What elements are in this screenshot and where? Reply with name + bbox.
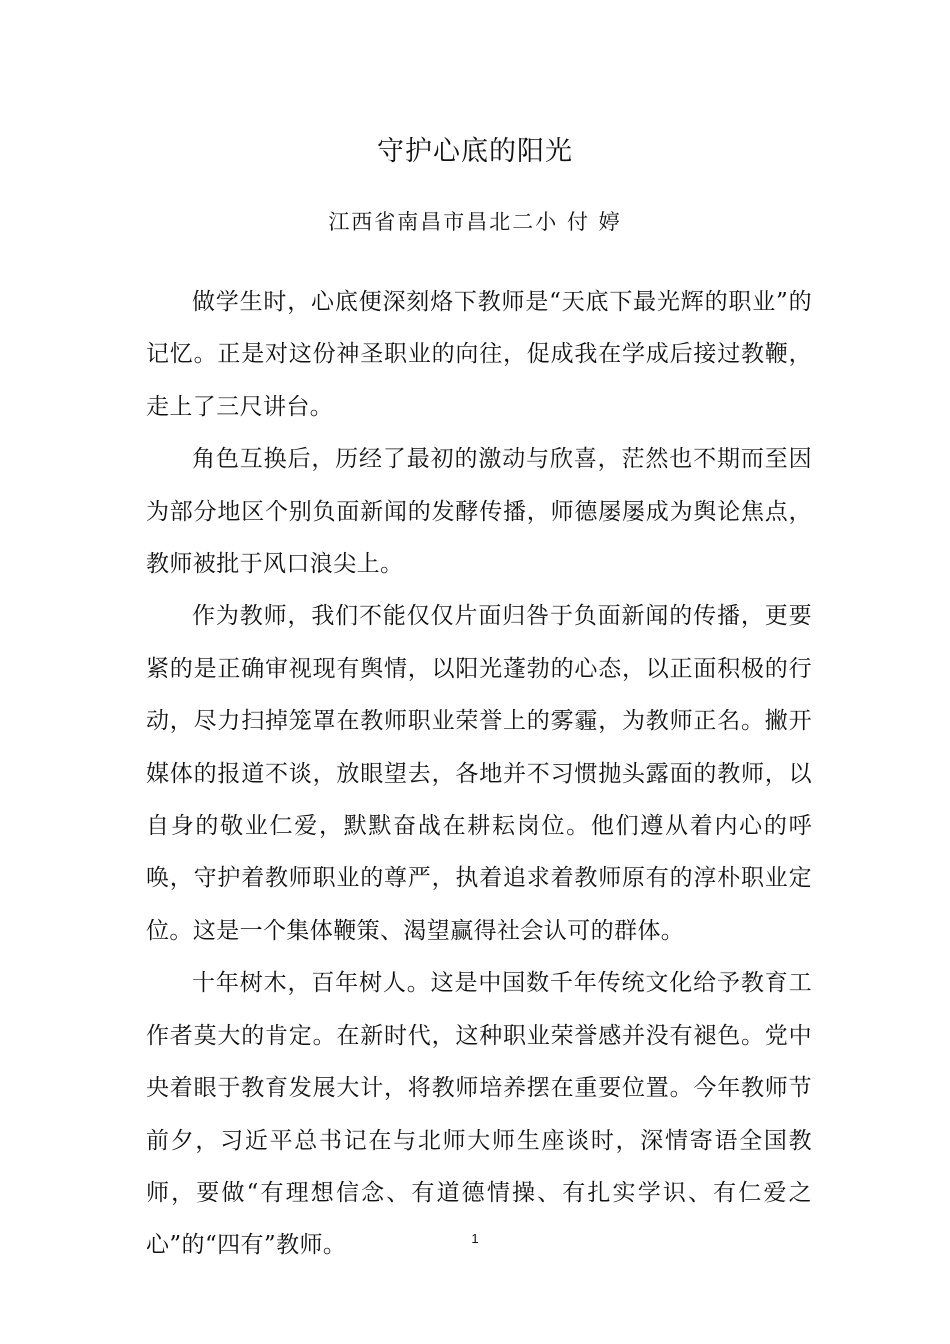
page-title: 守护心底的阳光 [377,136,573,167]
author-byline: 江西省南昌市昌北二小 付 婷 [328,210,622,234]
page-number: 1 [471,1231,479,1246]
paragraph-4: 十年树木，百年树人。这是中国数千年传统文化给予教育工作者莫大的肯定。在新时代，这种职业荣誉感并没有褪色。党中央着眼于教育发展大计，将教师培养摆在重要位置。今年教师节前夕，习近平总书记在与北师大师生座谈时，深情寄语全国教师，要做“有理想信念、有道德情操、有扎实学识、有仁爱之心”的“四有”教师。 [146,970,812,1259]
paragraph-3: 作为教师，我们不能仅仅片面归咎于负面新闻的传播，更要紧的是正确审视现有舆情，以阳光蓬勃的心态，以正面积极的行动，尽力扫掉笼罩在教师职业荣誉上的雾霾，为教师正名。撇开媒体的报道不谈，放眼望去，各地并不习惯抛头露面的教师，以自身的敬业仁爱，默默奋战在耕耘岗位。他们遵从着内心的呼唤，守护着教师职业的尊严，执着追求着教师原有的淳朴职业定位。这是一个集体鞭策、渴望赢得社会认可的群体。 [146,603,812,944]
article-body [146,276,812,1272]
paragraph-1: 做学生时，心底便深刻烙下教师是“天底下最光辉的职业”的记忆。正是对这份神圣职业的向往，促成我在学成后接过教鞭，走上了三尺讲台。 [146,289,812,420]
paragraph-2: 角色互换后，历经了最初的激动与欣喜，茫然也不期而至因为部分地区个别负面新闻的发酵传播，师德屡屡成为舆论焦点，教师被批于风口浪尖上。 [146,446,812,578]
